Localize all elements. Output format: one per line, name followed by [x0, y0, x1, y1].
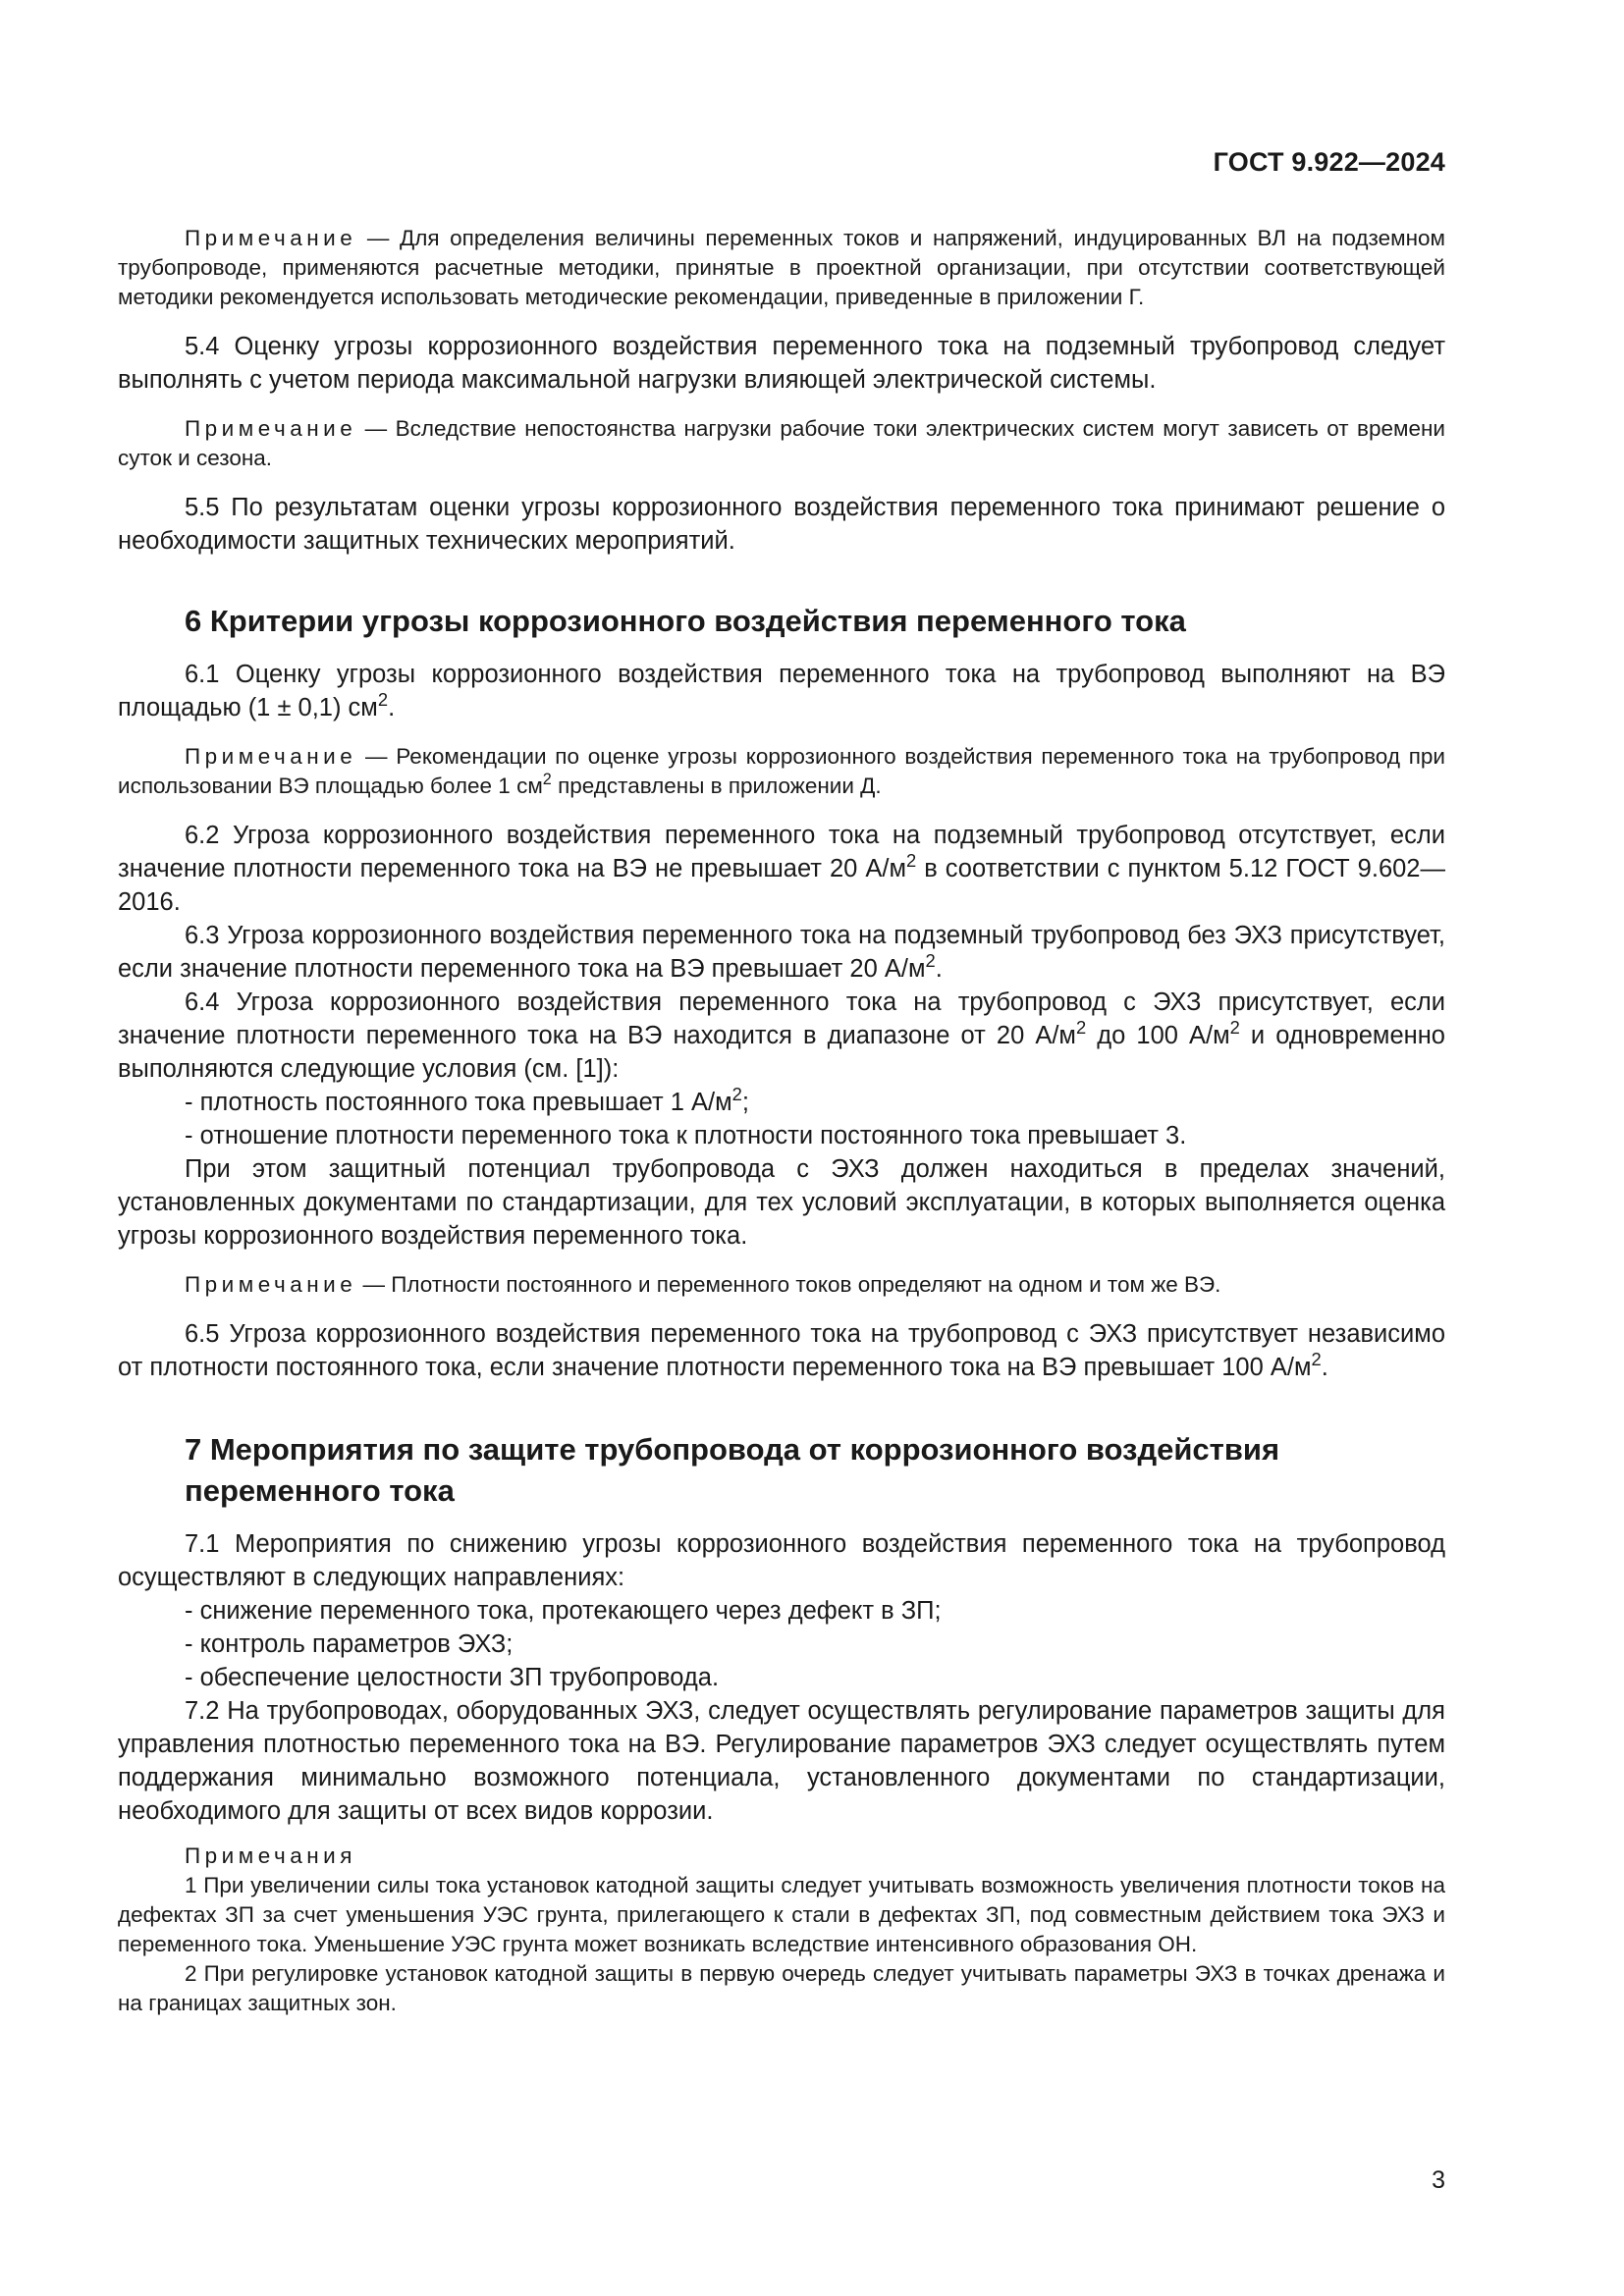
paragraph-6-2 [118, 819, 1445, 919]
page-number: 3 [1432, 2166, 1445, 2194]
section-6-heading: 6 Критерии угрозы коррозионного воздействия переменного тока [185, 604, 1186, 638]
note-paragraph [118, 1270, 1445, 1300]
superscript: 2 [542, 771, 552, 789]
document-code-header: ГОСТ 9.922—2024 [1213, 147, 1445, 177]
list-item: - отношение плотности переменного тока к плотности постоянного тока превышает 3. [185, 1122, 1187, 1149]
note-paragraph [118, 224, 1445, 312]
list-item: - обеспечение целостности ЗП трубопровода. [185, 1664, 720, 1691]
text-span: 6.4 Угроза коррозионного воздействия переменного тока на трубопровод с ЭХЗ присутствует, если значение плотности переменного тока на ВЭ находится в диапазоне от 20 А/м [118, 988, 1445, 1049]
superscript: 2 [731, 1083, 742, 1104]
text-span: 6.2 Угроза коррозионного воздействия переменного тока на подземный трубопровод отсутствует, если значение плотности переменного тока на ВЭ не превышает 20 А/м [118, 822, 1445, 882]
note-text: представлены в приложении Д. [551, 774, 882, 798]
note-label: Примечание [185, 744, 357, 769]
text-span: . [388, 694, 396, 721]
superscript: 2 [1229, 1016, 1240, 1038]
section-7-heading [118, 1429, 1445, 1512]
paragraph-6-3 [118, 919, 1445, 986]
text-span: 6.1 Оценку угрозы коррозионного воздействия переменного тока на трубопровод выполняют на ВЭ площадью (1 ± 0,1) см [118, 661, 1445, 721]
heading-line: 7 Мероприятия по защите трубопровода от коррозионного воздействия [185, 1432, 1280, 1467]
notes-label: Примечания [185, 1843, 356, 1868]
superscript: 2 [1075, 1016, 1087, 1038]
heading-line: переменного тока [185, 1473, 455, 1508]
text-span: . [935, 955, 943, 983]
page-content [118, 224, 1445, 2018]
paragraph-5-5: 5.5 По результатам оценки угрозы коррозионного воздействия переменного тока принимают решение о необходимости защитных технических мероприятий. [118, 494, 1445, 555]
note-label: Примечание [185, 226, 357, 250]
notes-heading [118, 1842, 1445, 1871]
note-text: — Плотности постоянного и переменного токов определяют на одном и том же ВЭ. [356, 1272, 1221, 1297]
note-paragraph [118, 414, 1445, 473]
paragraph-5-4: 5.4 Оценку угрозы коррозионного воздействия переменного тока на подземный трубопровод следует выполнять с учетом периода максимальной нагрузки влияющей электрической системы. [118, 333, 1445, 394]
paragraph-7-1: 7.1 Мероприятия по снижению угрозы коррозионного воздействия переменного тока на трубопровод осуществляют в следующих направлениях: [118, 1530, 1445, 1591]
list-item: - контроль параметров ЭХЗ; [185, 1630, 514, 1658]
superscript: 2 [925, 949, 936, 971]
text-span: ; [741, 1089, 749, 1116]
text-span: и одновременно выполняются следующие условия (см. [1]): [118, 1022, 1445, 1083]
paragraph-6-5 [118, 1317, 1445, 1384]
superscript: 2 [905, 849, 917, 871]
paragraph-6-4-continuation: При этом защитный потенциал трубопровода с ЭХЗ должен находиться в пределах значений, установленных документами по стандартизации, для тех условий эксплуатации, в которых выполняется оценка угрозы коррозионного воздействия переменного тока. [118, 1155, 1445, 1250]
note-text: — Для определения величины переменных токов и напряжений, индуцированных ВЛ на подземном трубопроводе, применяются расчетные методики, принятые в проектной организации, при отсутствии соответствующей методики рекомендуется использовать методические рекомендации, приведенные в приложении Г. [118, 226, 1445, 309]
text-span: в соответствии с пунктом 5.12 ГОСТ 9.602—2016. [118, 855, 1445, 916]
list-item: - снижение переменного тока, протекающего через дефект в ЗП; [185, 1597, 942, 1625]
note-text: — Вследствие непостоянства нагрузки рабочие токи электрических систем могут зависеть от времени суток и сезона. [118, 416, 1445, 470]
paragraph-6-1 [118, 658, 1445, 724]
note-text: — Рекомендации по оценке угрозы коррозионного воздействия переменного тока на трубопровод при использовании ВЭ площадью более 1 см [118, 744, 1445, 798]
note-item: 1 При увеличении силы тока установок катодной защиты следует учитывать возможность увеличения плотности токов на дефектах ЗП за счет уменьшения УЭС грунта, прилегающего к стали в дефектах ЗП, под совместным действием тока ЭХЗ и переменного тока. Уменьшение УЭС грунта может возникать вследствие интенсивного образования ОН. [118, 1873, 1445, 1956]
text-span: - плотность постоянного тока превышает 1 А/м [185, 1089, 732, 1116]
superscript: 2 [377, 688, 389, 710]
superscript: 2 [1311, 1348, 1322, 1369]
note-label: Примечание [185, 416, 357, 441]
note-paragraph [118, 742, 1445, 801]
note-item: 2 При регулировке установок катодной защиты в первую очередь следует учитывать параметры ЭХЗ в точках дренажа и на границах защитных зон. [118, 1961, 1445, 2015]
paragraph-6-4 [118, 986, 1445, 1086]
list-item [118, 1083, 1445, 1119]
text-span: 6.3 Угроза коррозионного воздействия переменного тока на подземный трубопровод без ЭХЗ присутствует, если значение плотности переменного тока на ВЭ превышает 20 А/м [118, 922, 1445, 983]
note-label: Примечание [185, 1272, 357, 1297]
text-span: 6.5 Угроза коррозионного воздействия переменного тока на трубопровод с ЭХЗ присутствует независимо от плотности постоянного тока, если значение плотности переменного тока на ВЭ превышает 100 А/м [118, 1320, 1445, 1381]
paragraph-7-2: 7.2 На трубопроводах, оборудованных ЭХЗ, следует осуществлять регулирование параметров защиты для управления плотностью переменного тока на ВЭ. Регулирование параметров ЭХЗ следует осуществлять путем поддержания минимально возможного потенциала, установленного документами по стандартизации, необходимого для защиты от всех видов коррозии. [118, 1697, 1445, 1825]
text-span: . [1321, 1354, 1328, 1381]
text-span: до 100 А/м [1086, 1022, 1230, 1049]
